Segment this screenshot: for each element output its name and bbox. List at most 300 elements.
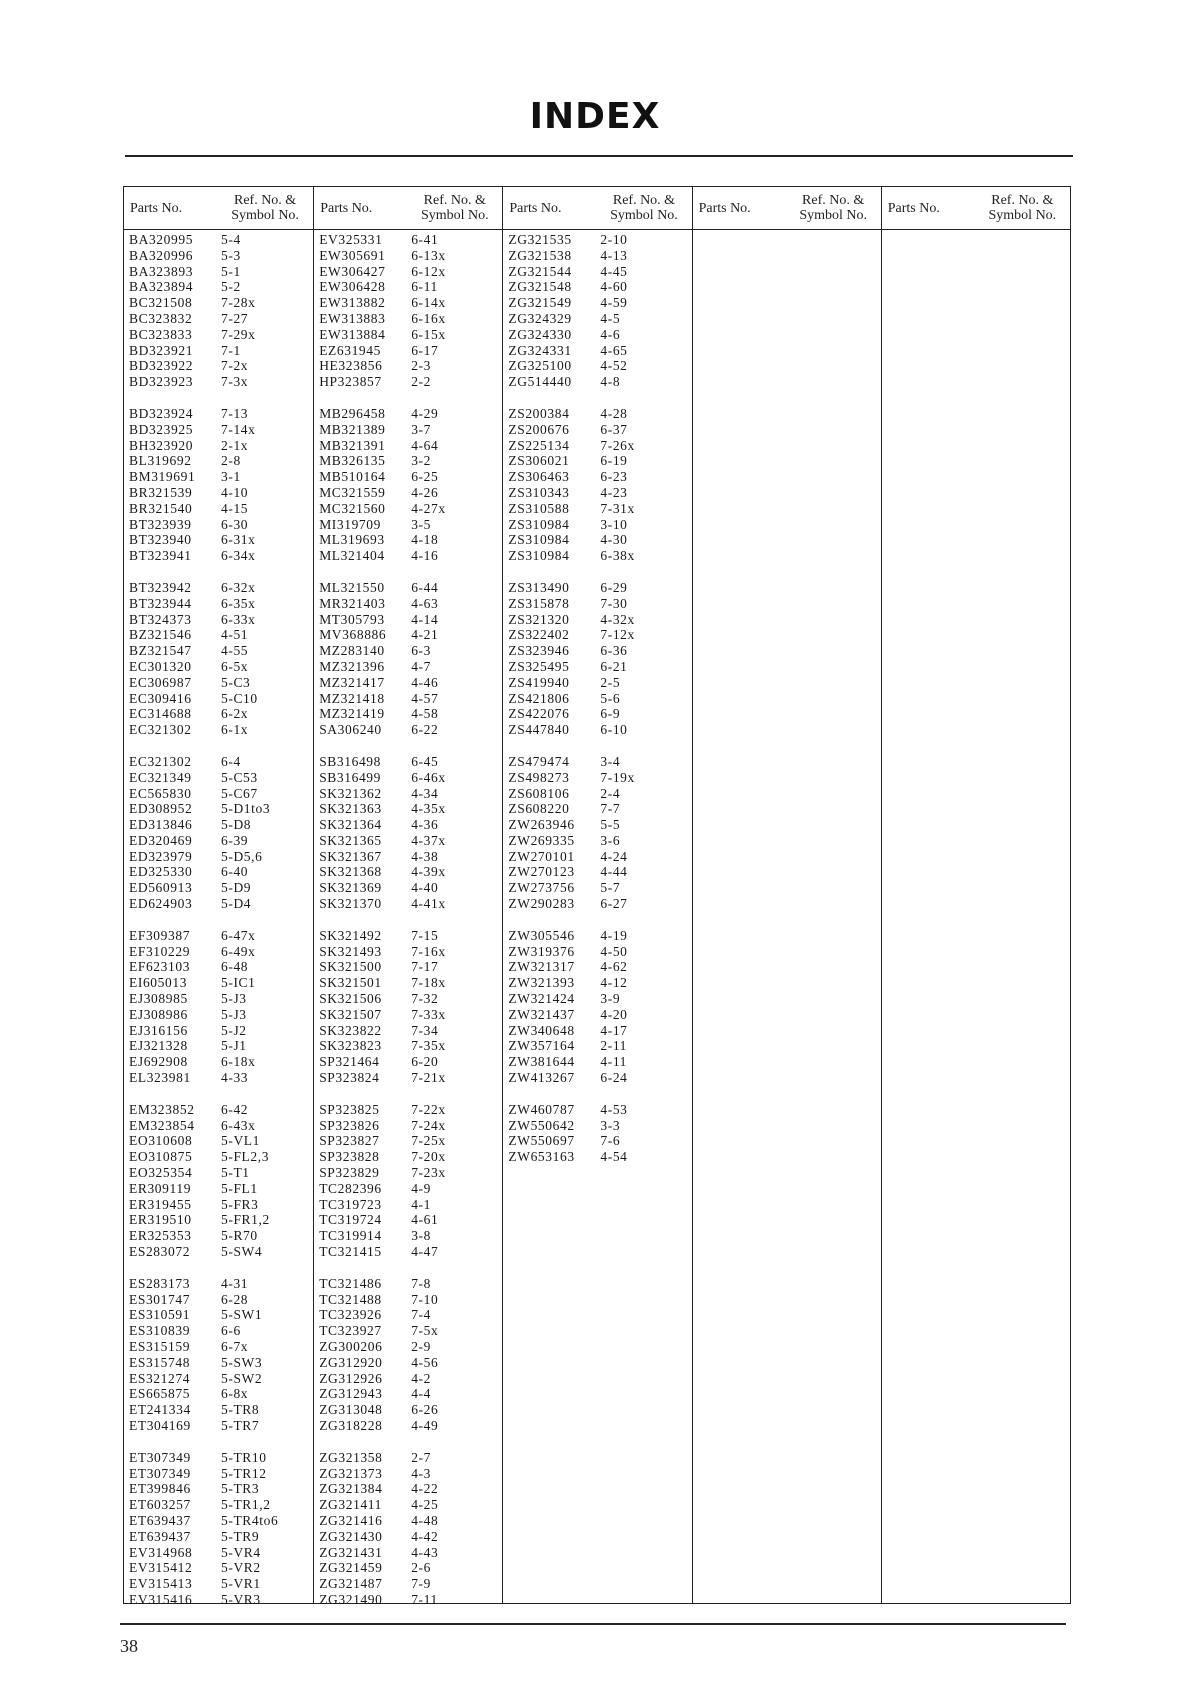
index-row <box>314 279 502 295</box>
index-row <box>124 833 313 849</box>
ref-symbol-no: 7-4 <box>411 1307 431 1323</box>
index-row <box>124 754 313 770</box>
parts-no: ZS419940 <box>508 674 570 690</box>
ref-symbol-no: 6-25 <box>411 469 439 485</box>
index-row <box>503 580 691 596</box>
ref-symbol-no: 7-14x <box>221 421 256 437</box>
ref-symbol-no: 4-20 <box>600 1006 628 1022</box>
parts-no: SK321493 <box>319 943 382 959</box>
ref-symbol-no: 4-62 <box>600 959 628 975</box>
index-row <box>503 327 691 343</box>
index-row <box>314 1292 502 1308</box>
index-row <box>314 438 502 454</box>
parts-no: ZS447840 <box>508 722 570 738</box>
index-row <box>503 264 691 280</box>
parts-no: EO325354 <box>129 1165 193 1181</box>
ref-symbol-no: 4-61 <box>411 1212 439 1228</box>
index-row <box>503 928 691 944</box>
index-row <box>503 1149 691 1165</box>
index-row <box>314 1418 502 1434</box>
parts-no: SP323826 <box>319 1117 380 1133</box>
ref-symbol-no: 6-43x <box>221 1117 256 1133</box>
index-row <box>314 627 502 643</box>
ref-symbol-no: 4-48 <box>411 1512 439 1528</box>
ref-symbol-no: 7-34 <box>411 1022 439 1038</box>
ref-symbol-no: 5-1 <box>221 263 241 279</box>
ref-symbol-no: 5-FR3 <box>221 1196 259 1212</box>
ref-symbol-no: 7-33x <box>411 1006 446 1022</box>
ref-symbol-no: 5-TR1,2 <box>221 1497 271 1513</box>
parts-no: ZS200676 <box>508 421 570 437</box>
index-row <box>124 1339 313 1355</box>
parts-no: ZG324330 <box>508 326 572 342</box>
ref-symbol-no: 2-11 <box>600 1038 628 1054</box>
ref-symbol-no: 4-34 <box>411 785 439 801</box>
ref-symbol-no: 6-21 <box>600 658 628 674</box>
ref-symbol-no: 5-TR12 <box>221 1465 267 1481</box>
parts-no: TC321488 <box>319 1291 382 1307</box>
ref-symbol-no: 6-24 <box>600 1070 628 1086</box>
index-row <box>314 1023 502 1039</box>
parts-no: ZG321487 <box>319 1576 383 1592</box>
column-header <box>693 187 881 230</box>
index-row <box>314 295 502 311</box>
page-number: 38 <box>120 1636 138 1656</box>
parts-no: EL323981 <box>129 1070 191 1086</box>
ref-symbol-no: 7-13 <box>221 405 249 421</box>
index-row <box>314 1339 502 1355</box>
index-row <box>314 991 502 1007</box>
index-row <box>124 959 313 975</box>
ref-symbol-no: 4-43 <box>411 1544 439 1560</box>
parts-no: ZW321437 <box>508 1006 575 1022</box>
index-row <box>314 1545 502 1561</box>
parts-no: EO310875 <box>129 1149 193 1165</box>
parts-no: EC301320 <box>129 658 192 674</box>
parts-no: ES310591 <box>129 1307 191 1323</box>
index-row <box>314 1386 502 1402</box>
index-row <box>124 1038 313 1054</box>
ref-symbol-no: 5-FL1 <box>221 1180 258 1196</box>
parts-no: BZ321546 <box>129 627 192 643</box>
ref-symbol-no: 6-18x <box>221 1054 256 1070</box>
ref-symbol-no: 4-26 <box>411 484 439 500</box>
parts-no: EW306427 <box>319 263 386 279</box>
index-row <box>314 770 502 786</box>
parts-no: ZW305546 <box>508 927 575 943</box>
index-row <box>124 1513 313 1529</box>
parts-no: ET304169 <box>129 1417 191 1433</box>
ref-symbol-no: 7-31x <box>600 500 635 516</box>
column-header <box>124 187 313 230</box>
parts-no: MC321559 <box>319 484 386 500</box>
parts-no: ZG325100 <box>508 358 572 374</box>
parts-no: ZG321416 <box>319 1512 383 1528</box>
ref-symbol-no: 5-D5,6 <box>221 848 263 864</box>
parts-no: ED313846 <box>129 817 193 833</box>
header-parts-no: Parts No. <box>509 200 562 216</box>
index-row <box>314 358 502 374</box>
index-row <box>503 817 691 833</box>
parts-no: EZ631945 <box>319 342 381 358</box>
index-row <box>503 722 691 738</box>
ref-symbol-no: 5-SW1 <box>221 1307 263 1323</box>
parts-no: ZW321317 <box>508 959 575 975</box>
parts-no: SK321501 <box>319 975 382 991</box>
parts-no: EF623103 <box>129 959 191 975</box>
parts-no: ES301747 <box>129 1291 191 1307</box>
header-ref-line1: Ref. No. & <box>802 193 865 208</box>
index-row <box>124 880 313 896</box>
ref-symbol-no: 6-14x <box>411 295 446 311</box>
column-header <box>503 187 691 230</box>
index-row <box>503 358 691 374</box>
ref-symbol-no: 4-19 <box>600 927 628 943</box>
index-row <box>503 944 691 960</box>
ref-symbol-no: 4-31 <box>221 1275 249 1291</box>
page-title: INDEX <box>529 96 661 137</box>
header-ref-symbol-no <box>786 193 881 223</box>
ref-symbol-no: 7-22x <box>411 1101 446 1117</box>
header-ref-line1: Ref. No. & <box>233 193 297 208</box>
parts-no: BA320995 <box>129 232 194 247</box>
index-row <box>314 880 502 896</box>
ref-symbol-no: 4-39x <box>411 864 446 880</box>
parts-no: ZS321320 <box>508 611 570 627</box>
parts-no: ZG324331 <box>508 342 572 358</box>
index-row <box>124 1545 313 1561</box>
ref-symbol-no: 4-52 <box>600 358 628 374</box>
index-row <box>124 343 313 359</box>
ref-symbol-no: 4-40 <box>411 880 439 896</box>
index-row <box>314 1102 502 1118</box>
index-row <box>314 1070 502 1086</box>
ref-symbol-no: 6-8x <box>221 1386 249 1402</box>
index-row <box>124 786 313 802</box>
ref-symbol-no: 5-VR3 <box>221 1591 261 1607</box>
ref-symbol-no: 5-VR2 <box>221 1560 261 1576</box>
index-row <box>314 1007 502 1023</box>
ref-symbol-no: 5-VR4 <box>221 1544 261 1560</box>
ref-symbol-no: 4-8 <box>600 374 621 390</box>
ref-symbol-no: 4-50 <box>600 943 628 959</box>
parts-no: MB296458 <box>319 405 386 421</box>
header-parts-no: Parts No. <box>130 200 183 216</box>
parts-no: SK321492 <box>319 927 382 943</box>
ref-symbol-no: 4-44 <box>600 864 628 880</box>
parts-no: ZS225134 <box>508 437 570 453</box>
parts-no: EW313884 <box>319 326 386 342</box>
index-row <box>503 485 691 501</box>
index-row <box>503 786 691 802</box>
parts-no: ZS421806 <box>508 690 570 706</box>
parts-no: SP323827 <box>319 1133 380 1149</box>
ref-symbol-no: 3-9 <box>600 991 621 1007</box>
ref-symbol-no: 7-1 <box>221 342 241 358</box>
parts-no: BD323925 <box>129 421 194 437</box>
index-row <box>503 596 691 612</box>
parts-no: SK321363 <box>319 801 382 817</box>
ref-symbol-no: 6-19 <box>600 453 628 469</box>
index-row <box>503 627 691 643</box>
parts-no: ML321550 <box>319 579 385 595</box>
index-row <box>503 548 691 564</box>
ref-symbol-no: 7-17 <box>411 959 439 975</box>
parts-no: ET603257 <box>129 1497 191 1513</box>
ref-symbol-no: 3-3 <box>600 1117 621 1133</box>
parts-no: ZW653163 <box>508 1149 575 1165</box>
index-row <box>124 1576 313 1592</box>
ref-symbol-no: 6-12x <box>411 263 446 279</box>
index-row <box>314 374 502 390</box>
parts-no: HP323857 <box>319 374 382 390</box>
ref-symbol-no: 6-16x <box>411 310 446 326</box>
index-row <box>124 801 313 817</box>
parts-no: BD323924 <box>129 405 194 421</box>
ref-symbol-no: 6-39 <box>221 832 249 848</box>
ref-symbol-no: 2-4 <box>600 785 621 801</box>
parts-no: EM323852 <box>129 1101 195 1117</box>
parts-no: MZ321418 <box>319 690 385 706</box>
ref-symbol-no: 2-7 <box>411 1449 431 1465</box>
parts-no: BD323923 <box>129 374 194 390</box>
parts-no: SK321500 <box>319 959 382 975</box>
ref-symbol-no: 4-15 <box>221 500 249 516</box>
parts-no: ET241334 <box>129 1402 191 1418</box>
ref-symbol-no: 4-17 <box>600 1022 628 1038</box>
parts-no: BR321540 <box>129 500 193 516</box>
ref-symbol-no: 7-27 <box>221 310 249 326</box>
index-row <box>124 627 313 643</box>
parts-no: ZS422076 <box>508 706 570 722</box>
header-parts-no: Parts No. <box>887 200 940 216</box>
index-row <box>124 438 313 454</box>
ref-symbol-no: 7-15 <box>411 927 439 943</box>
parts-no: EJ316156 <box>129 1022 188 1038</box>
ref-symbol-no: 6-49x <box>221 943 256 959</box>
index-row <box>314 1276 502 1292</box>
parts-no: EC314688 <box>129 706 192 722</box>
index-row <box>124 1355 313 1371</box>
index-row <box>314 1371 502 1387</box>
parts-no: ZW270123 <box>508 864 575 880</box>
ref-symbol-no: 3-1 <box>221 469 241 485</box>
ref-symbol-no: 3-8 <box>411 1228 431 1244</box>
ref-symbol-no: 4-49 <box>411 1417 439 1433</box>
ref-symbol-no: 4-41x <box>411 896 446 912</box>
index-row <box>314 1118 502 1134</box>
ref-symbol-no: 3-10 <box>600 516 628 532</box>
ref-symbol-no: 7-2x <box>221 358 249 374</box>
index-row <box>124 311 313 327</box>
header-parts-no: Parts No. <box>698 200 751 216</box>
index-row <box>124 279 313 295</box>
ref-symbol-no: 7-35x <box>411 1038 446 1054</box>
index-row <box>124 1323 313 1339</box>
index-row <box>124 406 313 422</box>
index-row <box>314 1307 502 1323</box>
index-row <box>503 1023 691 1039</box>
parts-no: BC323832 <box>129 310 193 326</box>
ref-symbol-no: 6-40 <box>221 864 249 880</box>
index-row <box>124 659 313 675</box>
ref-symbol-no: 5-IC1 <box>221 975 256 991</box>
parts-no: ED323979 <box>129 848 193 864</box>
parts-no: ZW357164 <box>508 1038 575 1054</box>
parts-no: SP323828 <box>319 1149 380 1165</box>
parts-no: TC323927 <box>319 1323 382 1339</box>
index-row <box>124 817 313 833</box>
ref-symbol-no: 7-6 <box>600 1133 621 1149</box>
index-row <box>503 864 691 880</box>
parts-no: MB321389 <box>319 421 386 437</box>
parts-no: ZS306021 <box>508 453 570 469</box>
parts-no: EV325331 <box>319 232 383 247</box>
index-row <box>124 1165 313 1181</box>
index-row <box>124 1133 313 1149</box>
index-row <box>503 517 691 533</box>
parts-no: ED624903 <box>129 896 193 912</box>
parts-no: ES315159 <box>129 1339 191 1354</box>
index-column <box>881 187 1070 1603</box>
ref-symbol-no: 6-30 <box>221 516 249 532</box>
parts-no: SK321506 <box>319 991 382 1007</box>
parts-no: MB321391 <box>319 437 386 453</box>
ref-symbol-no: 7-20x <box>411 1149 446 1165</box>
ref-symbol-no: 7-7 <box>600 801 621 817</box>
index-row <box>314 1054 502 1070</box>
ref-symbol-no: 4-32x <box>600 611 635 627</box>
ref-symbol-no: 6-34x <box>221 548 256 564</box>
ref-symbol-no: 6-35x <box>221 595 256 611</box>
index-row <box>503 453 691 469</box>
ref-symbol-no: 4-6 <box>600 326 621 342</box>
index-table <box>123 186 1071 1607</box>
ref-symbol-no: 4-21 <box>411 627 439 643</box>
ref-symbol-no: 4-23 <box>600 484 628 500</box>
index-row <box>124 1244 313 1260</box>
parts-no: ZS310588 <box>508 500 570 516</box>
index-row <box>124 1592 313 1608</box>
index-row <box>124 1497 313 1513</box>
ref-symbol-no: 6-1x <box>221 722 249 738</box>
ref-symbol-no: 4-24 <box>600 848 628 864</box>
header-ref-line1: Ref. No. & <box>423 193 486 208</box>
index-row <box>503 770 691 786</box>
ref-symbol-no: 6-42 <box>221 1101 249 1117</box>
parts-no: ER319455 <box>129 1196 192 1212</box>
parts-no: ZW290283 <box>508 896 575 912</box>
ref-symbol-no: 5-FR1,2 <box>221 1212 270 1228</box>
ref-symbol-no: 5-C53 <box>221 769 258 785</box>
header-ref-line1: Ref. No. & <box>612 193 676 208</box>
ref-symbol-no: 5-J3 <box>221 991 247 1007</box>
index-row <box>124 596 313 612</box>
parts-no: ZG300206 <box>319 1339 383 1354</box>
index-row <box>124 944 313 960</box>
ref-symbol-no: 4-59 <box>600 295 628 311</box>
parts-no: ZG321431 <box>319 1544 383 1560</box>
index-row <box>124 1197 313 1213</box>
parts-no: EJ308986 <box>129 1006 188 1022</box>
index-row <box>314 801 502 817</box>
index-row <box>503 438 691 454</box>
index-row <box>124 612 313 628</box>
ref-symbol-no: 5-TR10 <box>221 1449 267 1465</box>
index-row <box>124 517 313 533</box>
ref-symbol-no: 4-47 <box>411 1244 439 1260</box>
index-row <box>314 1197 502 1213</box>
parts-no: ZW381644 <box>508 1054 575 1070</box>
ref-symbol-no: 3-4 <box>600 753 621 769</box>
parts-no: ED308952 <box>129 801 193 817</box>
ref-symbol-no: 4-16 <box>411 548 439 564</box>
ref-symbol-no: 3-7 <box>411 421 431 437</box>
ref-symbol-no: 4-46 <box>411 674 439 690</box>
parts-no: SK321367 <box>319 848 382 864</box>
parts-no: ZS608106 <box>508 785 570 801</box>
ref-symbol-no: 5-TR8 <box>221 1402 260 1418</box>
index-row <box>124 1418 313 1434</box>
ref-symbol-no: 7-19x <box>600 769 635 785</box>
index-row <box>503 675 691 691</box>
index-row <box>314 786 502 802</box>
parts-no: SK321364 <box>319 817 382 833</box>
parts-no: BD323921 <box>129 342 194 358</box>
ref-symbol-no: 6-15x <box>411 326 446 342</box>
ref-symbol-no: 7-23x <box>411 1165 446 1181</box>
ref-symbol-no: 5-SW4 <box>221 1244 263 1260</box>
parts-no: ZW321424 <box>508 991 575 1007</box>
index-row <box>503 801 691 817</box>
index-column <box>502 187 691 1603</box>
index-row <box>503 691 691 707</box>
parts-no: BM319691 <box>129 469 196 485</box>
parts-no: ET639437 <box>129 1512 191 1528</box>
parts-no: ES283173 <box>129 1275 191 1291</box>
ref-symbol-no: 7-8 <box>411 1275 431 1291</box>
index-row <box>314 612 502 628</box>
ref-symbol-no: 4-7 <box>411 658 431 674</box>
parts-no: EM323854 <box>129 1117 195 1133</box>
parts-no: ZG321548 <box>508 279 572 295</box>
index-row <box>314 1592 502 1608</box>
ref-symbol-no: 4-42 <box>411 1528 439 1544</box>
ref-symbol-no: 4-2 <box>411 1370 431 1386</box>
ref-symbol-no: 4-38 <box>411 848 439 864</box>
parts-no: MT305793 <box>319 611 385 627</box>
parts-no: EV315416 <box>129 1591 193 1607</box>
index-row <box>314 1402 502 1418</box>
index-row <box>314 896 502 912</box>
index-row <box>503 880 691 896</box>
ref-symbol-no: 4-29 <box>411 405 439 421</box>
ref-symbol-no: 2-6 <box>411 1560 431 1576</box>
index-row <box>124 770 313 786</box>
ref-symbol-no: 6-5x <box>221 658 249 674</box>
parts-no: SP323829 <box>319 1165 380 1181</box>
index-row <box>314 343 502 359</box>
column-header <box>882 187 1070 230</box>
parts-no: SK321507 <box>319 1006 382 1022</box>
index-row <box>314 817 502 833</box>
parts-no: BZ321547 <box>129 643 192 659</box>
ref-symbol-no: 6-31x <box>221 532 256 548</box>
index-row <box>124 1212 313 1228</box>
index-row <box>314 327 502 343</box>
parts-no: ES315748 <box>129 1354 191 1370</box>
parts-no: MC321560 <box>319 500 386 516</box>
